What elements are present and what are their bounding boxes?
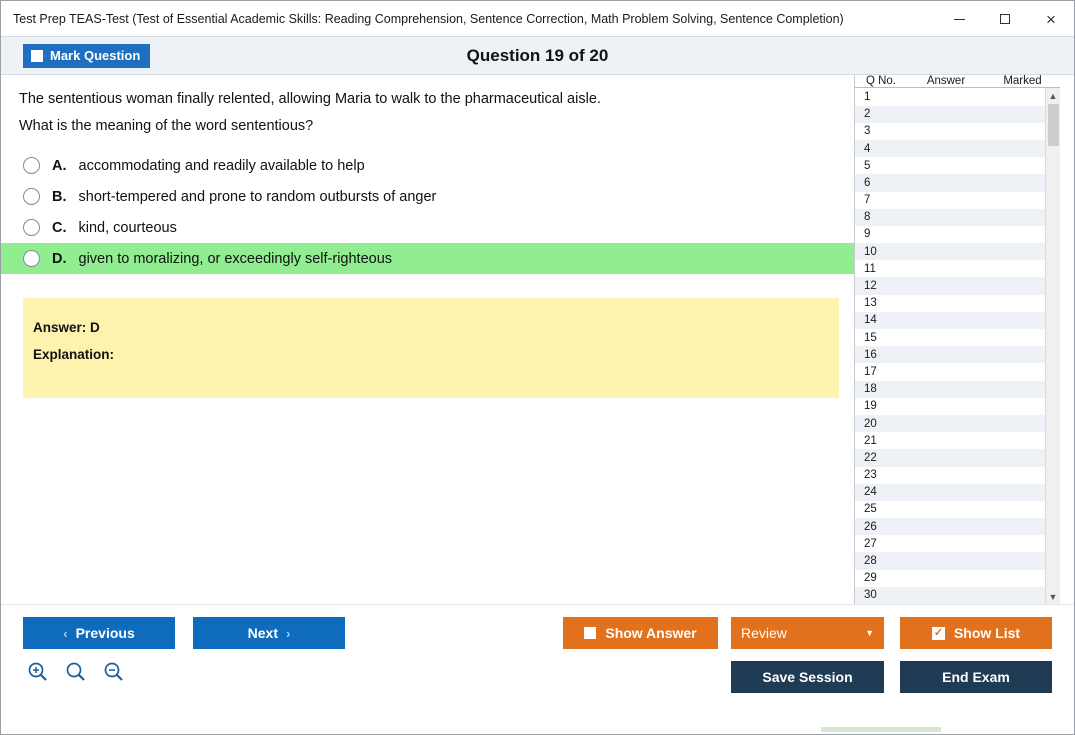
table-row[interactable]	[855, 295, 1045, 312]
radio-icon[interactable]	[23, 219, 40, 236]
end-exam-button[interactable]	[900, 661, 1052, 693]
close-icon: ×	[1046, 9, 1056, 29]
zoom-out-button[interactable]	[101, 659, 127, 685]
exam-footer	[1, 604, 1074, 732]
row-question-number: 14	[864, 314, 877, 327]
show-answer-label: Show Answer	[605, 625, 697, 641]
table-row[interactable]	[855, 381, 1045, 398]
row-question-number: 27	[864, 537, 877, 550]
option-b-text: short-tempered and prone to random outbursts of anger	[78, 188, 437, 205]
column-header-qno: Q No.	[865, 75, 897, 88]
row-question-number: 29	[864, 572, 877, 585]
zoom-reset-button[interactable]	[63, 659, 89, 685]
table-row[interactable]	[855, 209, 1045, 226]
scroll-up-arrow-icon[interactable]: ▲	[1046, 88, 1060, 103]
row-question-number: 1	[864, 90, 871, 103]
exam-header	[1, 37, 1074, 75]
table-row[interactable]	[855, 157, 1045, 174]
table-row[interactable]	[855, 106, 1045, 123]
row-question-number: 25	[864, 503, 877, 516]
scrollbar-thumb[interactable]	[1048, 104, 1059, 146]
radio-icon[interactable]	[23, 157, 40, 174]
option-a[interactable]	[1, 150, 854, 181]
row-question-number: 18	[864, 383, 877, 396]
row-question-number: 19	[864, 400, 877, 413]
table-row[interactable]	[855, 363, 1045, 380]
table-row[interactable]	[855, 467, 1045, 484]
chevron-down-icon: ▼	[865, 628, 874, 638]
zoom-out-icon	[103, 661, 125, 683]
table-row[interactable]	[855, 415, 1045, 432]
option-d-text: given to moralizing, or exceedingly self-righteous	[78, 250, 393, 267]
option-b[interactable]	[1, 181, 854, 212]
option-a-text: accommodating and readily available to help	[78, 157, 365, 174]
row-question-number: 4	[864, 142, 871, 155]
save-session-button[interactable]	[731, 661, 884, 693]
option-c-letter: C.	[52, 219, 67, 236]
row-question-number: 17	[864, 365, 877, 378]
previous-label: Previous	[75, 625, 135, 641]
row-question-number: 16	[864, 348, 877, 361]
row-question-number: 11	[864, 262, 876, 275]
row-question-number: 6	[864, 176, 871, 189]
save-session-label: Save Session	[762, 669, 853, 685]
radio-icon[interactable]	[23, 250, 40, 267]
question-list-header	[855, 75, 1060, 88]
previous-button[interactable]	[23, 617, 175, 649]
row-question-number: 23	[864, 469, 877, 482]
table-row[interactable]	[855, 484, 1045, 501]
checkbox-icon	[584, 627, 596, 639]
question-list-pane	[854, 75, 1060, 604]
column-header-marked: Marked	[1003, 75, 1042, 88]
scroll-down-arrow-icon[interactable]: ▼	[1048, 591, 1058, 602]
table-row[interactable]	[855, 277, 1045, 294]
end-exam-label: End Exam	[942, 669, 1010, 685]
next-label: Next	[247, 625, 278, 641]
option-b-letter: B.	[52, 188, 67, 205]
column-header-answer: Answer	[926, 75, 966, 88]
row-question-number: 7	[864, 194, 871, 207]
row-question-number: 15	[864, 331, 877, 344]
row-question-number: 10	[864, 245, 877, 258]
minimize-button[interactable]	[936, 1, 982, 37]
show-list-button[interactable]	[900, 617, 1052, 649]
mark-question-button[interactable]	[23, 44, 150, 68]
option-c[interactable]	[1, 212, 854, 243]
exam-body	[1, 75, 1074, 604]
review-label: Review	[741, 625, 787, 641]
explanation-label: Explanation:	[33, 347, 115, 363]
question-list-scroll-area	[855, 88, 1060, 604]
table-row[interactable]	[855, 88, 1045, 105]
row-question-number: 8	[864, 211, 871, 224]
table-row[interactable]	[855, 346, 1045, 363]
table-row[interactable]	[855, 226, 1045, 243]
show-answer-button[interactable]	[563, 617, 718, 649]
row-question-number: 13	[864, 297, 877, 310]
row-question-number: 2	[864, 108, 871, 121]
option-a-letter: A.	[52, 157, 67, 174]
table-row[interactable]	[855, 329, 1045, 346]
zoom-controls	[25, 659, 127, 685]
title-bar	[1, 1, 1074, 37]
row-question-number: 5	[864, 159, 871, 172]
close-button[interactable]	[1028, 1, 1074, 37]
table-row[interactable]	[855, 192, 1045, 209]
minimize-icon	[954, 19, 965, 20]
table-row[interactable]	[855, 398, 1045, 415]
row-question-number: 12	[864, 280, 877, 293]
zoom-in-button[interactable]	[25, 659, 51, 685]
answer-label: Answer: D	[33, 320, 100, 336]
question-pane	[1, 75, 854, 604]
option-c-text: kind, courteous	[78, 219, 177, 236]
answer-explanation-panel	[23, 298, 839, 398]
review-dropdown[interactable]	[731, 617, 884, 649]
table-row[interactable]	[855, 535, 1045, 552]
mark-question-label: Mark Question	[50, 48, 141, 63]
question-counter: Question 19 of 20	[466, 45, 609, 65]
option-d[interactable]	[1, 243, 854, 274]
table-row[interactable]	[855, 123, 1045, 140]
table-row[interactable]	[855, 570, 1045, 587]
question-prompt: What is the meaning of the word sententious?	[19, 118, 314, 135]
window-title: Test Prep TEAS-Test (Test of Essential Academic Skills: Reading Comprehension, Sentence Correction, Math Problem Solving, Sentence Completion)	[13, 11, 844, 26]
answer-options	[1, 150, 854, 274]
show-list-label: Show List	[953, 625, 1021, 641]
zoom-in-icon	[27, 661, 49, 683]
table-row[interactable]	[855, 432, 1045, 449]
question-list-scrollbar[interactable]	[1045, 88, 1060, 604]
radio-icon[interactable]	[23, 188, 40, 205]
question-passage: The sententious woman finally relented, allowing Maria to walk to the pharmaceutical aisle.	[19, 91, 601, 107]
table-row[interactable]	[855, 518, 1045, 535]
row-question-number: 3	[864, 125, 871, 138]
desktop-edge-strip	[821, 727, 941, 732]
table-row[interactable]	[855, 312, 1045, 329]
option-d-letter: D.	[52, 250, 67, 267]
table-row[interactable]	[855, 552, 1045, 569]
table-row[interactable]	[855, 174, 1045, 191]
chevron-right-icon: ›	[286, 625, 291, 641]
row-question-number: 30	[864, 589, 877, 602]
table-row[interactable]	[855, 587, 1045, 604]
magnifier-icon	[65, 661, 87, 683]
row-question-number: 26	[864, 520, 877, 533]
check-icon: ✓	[933, 626, 944, 639]
table-row[interactable]	[855, 243, 1045, 260]
table-row[interactable]	[855, 449, 1045, 466]
table-row[interactable]	[855, 260, 1045, 277]
row-question-number: 21	[864, 434, 877, 447]
checkbox-icon	[31, 50, 43, 62]
row-question-number: 28	[864, 555, 877, 568]
chevron-left-icon: ‹	[63, 625, 68, 641]
row-question-number: 22	[864, 451, 877, 464]
question-list-rows	[855, 88, 1045, 604]
row-question-number: 24	[864, 486, 877, 499]
next-button[interactable]	[193, 617, 345, 649]
table-row[interactable]	[855, 501, 1045, 518]
window-controls	[936, 1, 1074, 37]
maximize-icon	[1000, 14, 1010, 24]
maximize-button[interactable]	[982, 1, 1028, 37]
table-row[interactable]	[855, 140, 1045, 157]
row-question-number: 20	[864, 417, 877, 430]
row-question-number: 9	[864, 228, 871, 241]
